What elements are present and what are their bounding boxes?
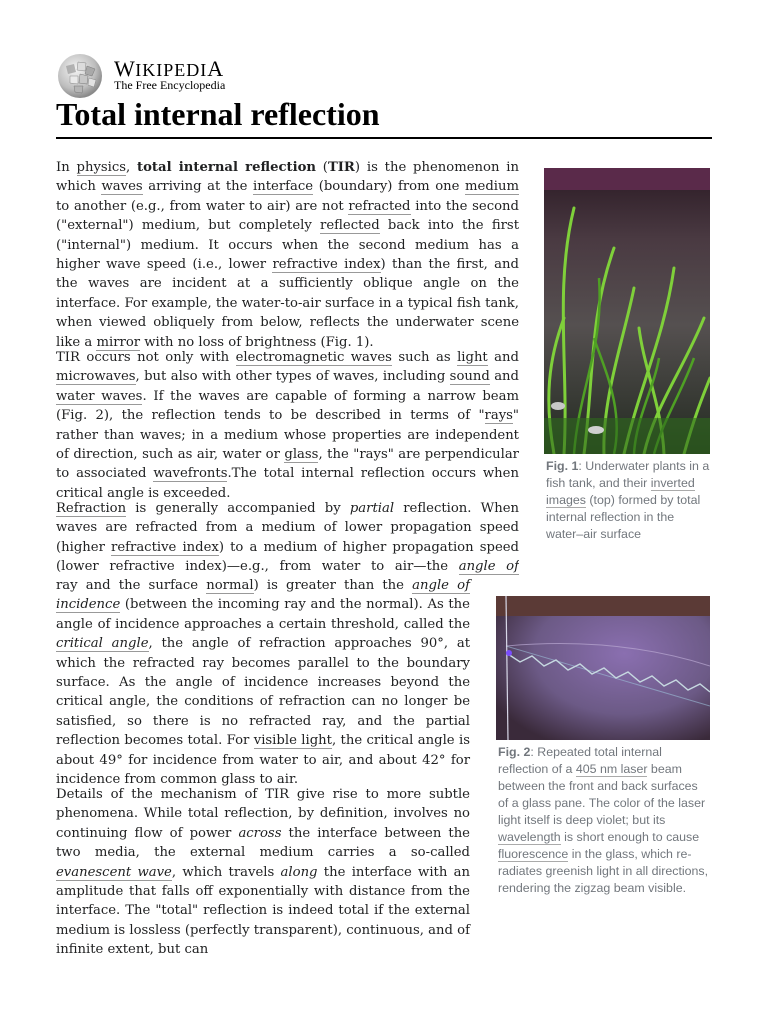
link-wavefronts[interactable]: wavefronts: [153, 466, 228, 482]
link-refracted[interactable]: refracted: [348, 198, 411, 214]
site-tagline: The Free Encyclopedia: [114, 78, 226, 92]
link-reflected[interactable]: reflected: [320, 218, 380, 234]
link-inverted-images[interactable]: inverted images: [546, 476, 695, 507]
paragraph-mechanism: Details of the mechanism of TIR give rise to more subtle phenomena. While total reflection, by definition, involves no continuing flow of power across the interface between the two media, the external medium carries a so-called evanescent wave, which travels along the interface with an amplitude that falls off exponentially with distance from the interface. The "total" reflection is indeed total if the external medium is lossless (perfectly transparent), continuous, and of infinite extent, but can: [56, 787, 471, 958]
link-rays[interactable]: rays: [484, 408, 513, 424]
link-fluorescence[interactable]: fluorescence: [498, 847, 569, 861]
link-evanescent-wave[interactable]: evanescent wave: [56, 864, 172, 880]
paragraph-refraction-cont: ray and the surface normal) is greater than the angle of incidence (between the incoming ray and the normal). As the angle of incidence approaches a certain threshold, called the critical angle, the angle of refraction approaches 90°, at which the refracted ray becomes parallel to the boundary surface. As the angle of incidence increases beyond the critical angle, the conditions of refraction can no longer be satisfied, so there is no refracted ray, and the partial reflection becomes total. For visible light, the critical angle is about 49° for incidence from water to air, and about 42° for incidence from common glass to air.: [56, 578, 471, 788]
wikipedia-globe-icon[interactable]: [56, 52, 104, 100]
link-physics[interactable]: physics: [76, 160, 127, 175]
term-tir-abbr: TIR: [327, 160, 355, 175]
link-water-waves[interactable]: water waves: [56, 388, 143, 404]
link-electromagnetic-waves[interactable]: electromagnetic waves: [235, 350, 392, 365]
link-sound[interactable]: sound: [449, 369, 490, 385]
link-405nm-laser[interactable]: 405 nm laser: [575, 762, 648, 776]
link-mirror[interactable]: mirror: [96, 334, 141, 350]
link-angle-of-incidence[interactable]: angle of incidence: [56, 578, 470, 613]
fig1-label: Fig. 1: [546, 459, 579, 473]
link-refraction[interactable]: Refraction: [56, 501, 127, 516]
link-critical-angle[interactable]: critical angle: [56, 636, 149, 652]
term-tir: total internal reflection: [137, 160, 316, 175]
fig2-label: Fig. 2: [498, 745, 531, 759]
paragraph-intro: In physics, total internal reflection (TIR) is the phenomenon in which waves arriving at the interface (boundary) from one medium to another (e.g., from water to air) are not refracted into the second ("external") medium, but completely reflected back into the first ("internal") medium. It occurs when the second medium has a higher wave speed (i.e., lower refractive index) than the first, and the waves are incident at a sufficiently oblique angle on the interface. For example, the water-to-air surface in a typical fish tank, when viewed obliquely from below, reflects the underwater scene like a mirror with no loss of brightness (Fig. 1).: [56, 160, 519, 350]
paragraph-refraction: Refraction is generally accompanied by partial reflection. When waves are refracted from a medium of lower propagation speed (higher refractive index) to a medium of higher propagation speed (lower refractive index)—e.g., from water to air—the angle of: [56, 499, 519, 577]
link-waves[interactable]: waves: [101, 179, 143, 195]
site-header: [56, 52, 356, 96]
link-medium[interactable]: medium: [465, 179, 519, 195]
title-divider: [56, 137, 712, 139]
emphasis-along: along: [280, 864, 318, 880]
link-refractive-index[interactable]: refractive index: [272, 257, 381, 273]
paragraph-wave-types: TIR occurs not only with electromagnetic waves such as light and microwaves, but also with other types of waves, including sound and water waves. If the waves are capable of forming a narrow beam (Fig. 2), the reflection tends to be described in terms of "rays" rather than waves; in a medium whose properties are independent of direction, such as air, water or glass, the "rays" are perpendicular to associated wavefronts.The total internal reflection occurs when critical angle is exceeded.: [56, 350, 519, 501]
link-visible-light[interactable]: visible light: [253, 733, 332, 749]
emphasis-partial: partial: [349, 501, 395, 516]
fig2-image[interactable]: [496, 596, 710, 740]
link-normal[interactable]: normal: [206, 578, 254, 593]
fig1-image[interactable]: [544, 168, 710, 454]
emphasis-across: across: [238, 825, 282, 841]
fig1-caption: Fig. 1: Underwater plants in a fish tank, and their inverted images (top) formed by total internal reflection in the water–air surface: [546, 459, 710, 541]
fig2-caption: Fig. 2: Repeated total internal reflection of a 405 nm laser beam between the front and back surfaces of a glass pane. The color of the laser light itself is deep violet; but its wavelength is short enough to cause fluorescence in the glass, which re-radiates greenish light in all directions, rendering the zigzag beam visible.: [498, 745, 709, 895]
link-refractive-index-2[interactable]: refractive index: [111, 539, 219, 555]
link-wavelength[interactable]: wavelength: [498, 830, 561, 844]
link-angle-of-refraction[interactable]: angle of: [56, 559, 519, 577]
wikipedia-wordmark[interactable]: WIKIPEDIA: [114, 56, 224, 81]
link-light[interactable]: light: [457, 350, 488, 365]
link-glass[interactable]: glass: [284, 447, 319, 463]
link-interface[interactable]: interface: [253, 179, 314, 195]
page-title: Total internal reflection: [56, 96, 380, 132]
link-microwaves[interactable]: microwaves: [56, 369, 136, 385]
